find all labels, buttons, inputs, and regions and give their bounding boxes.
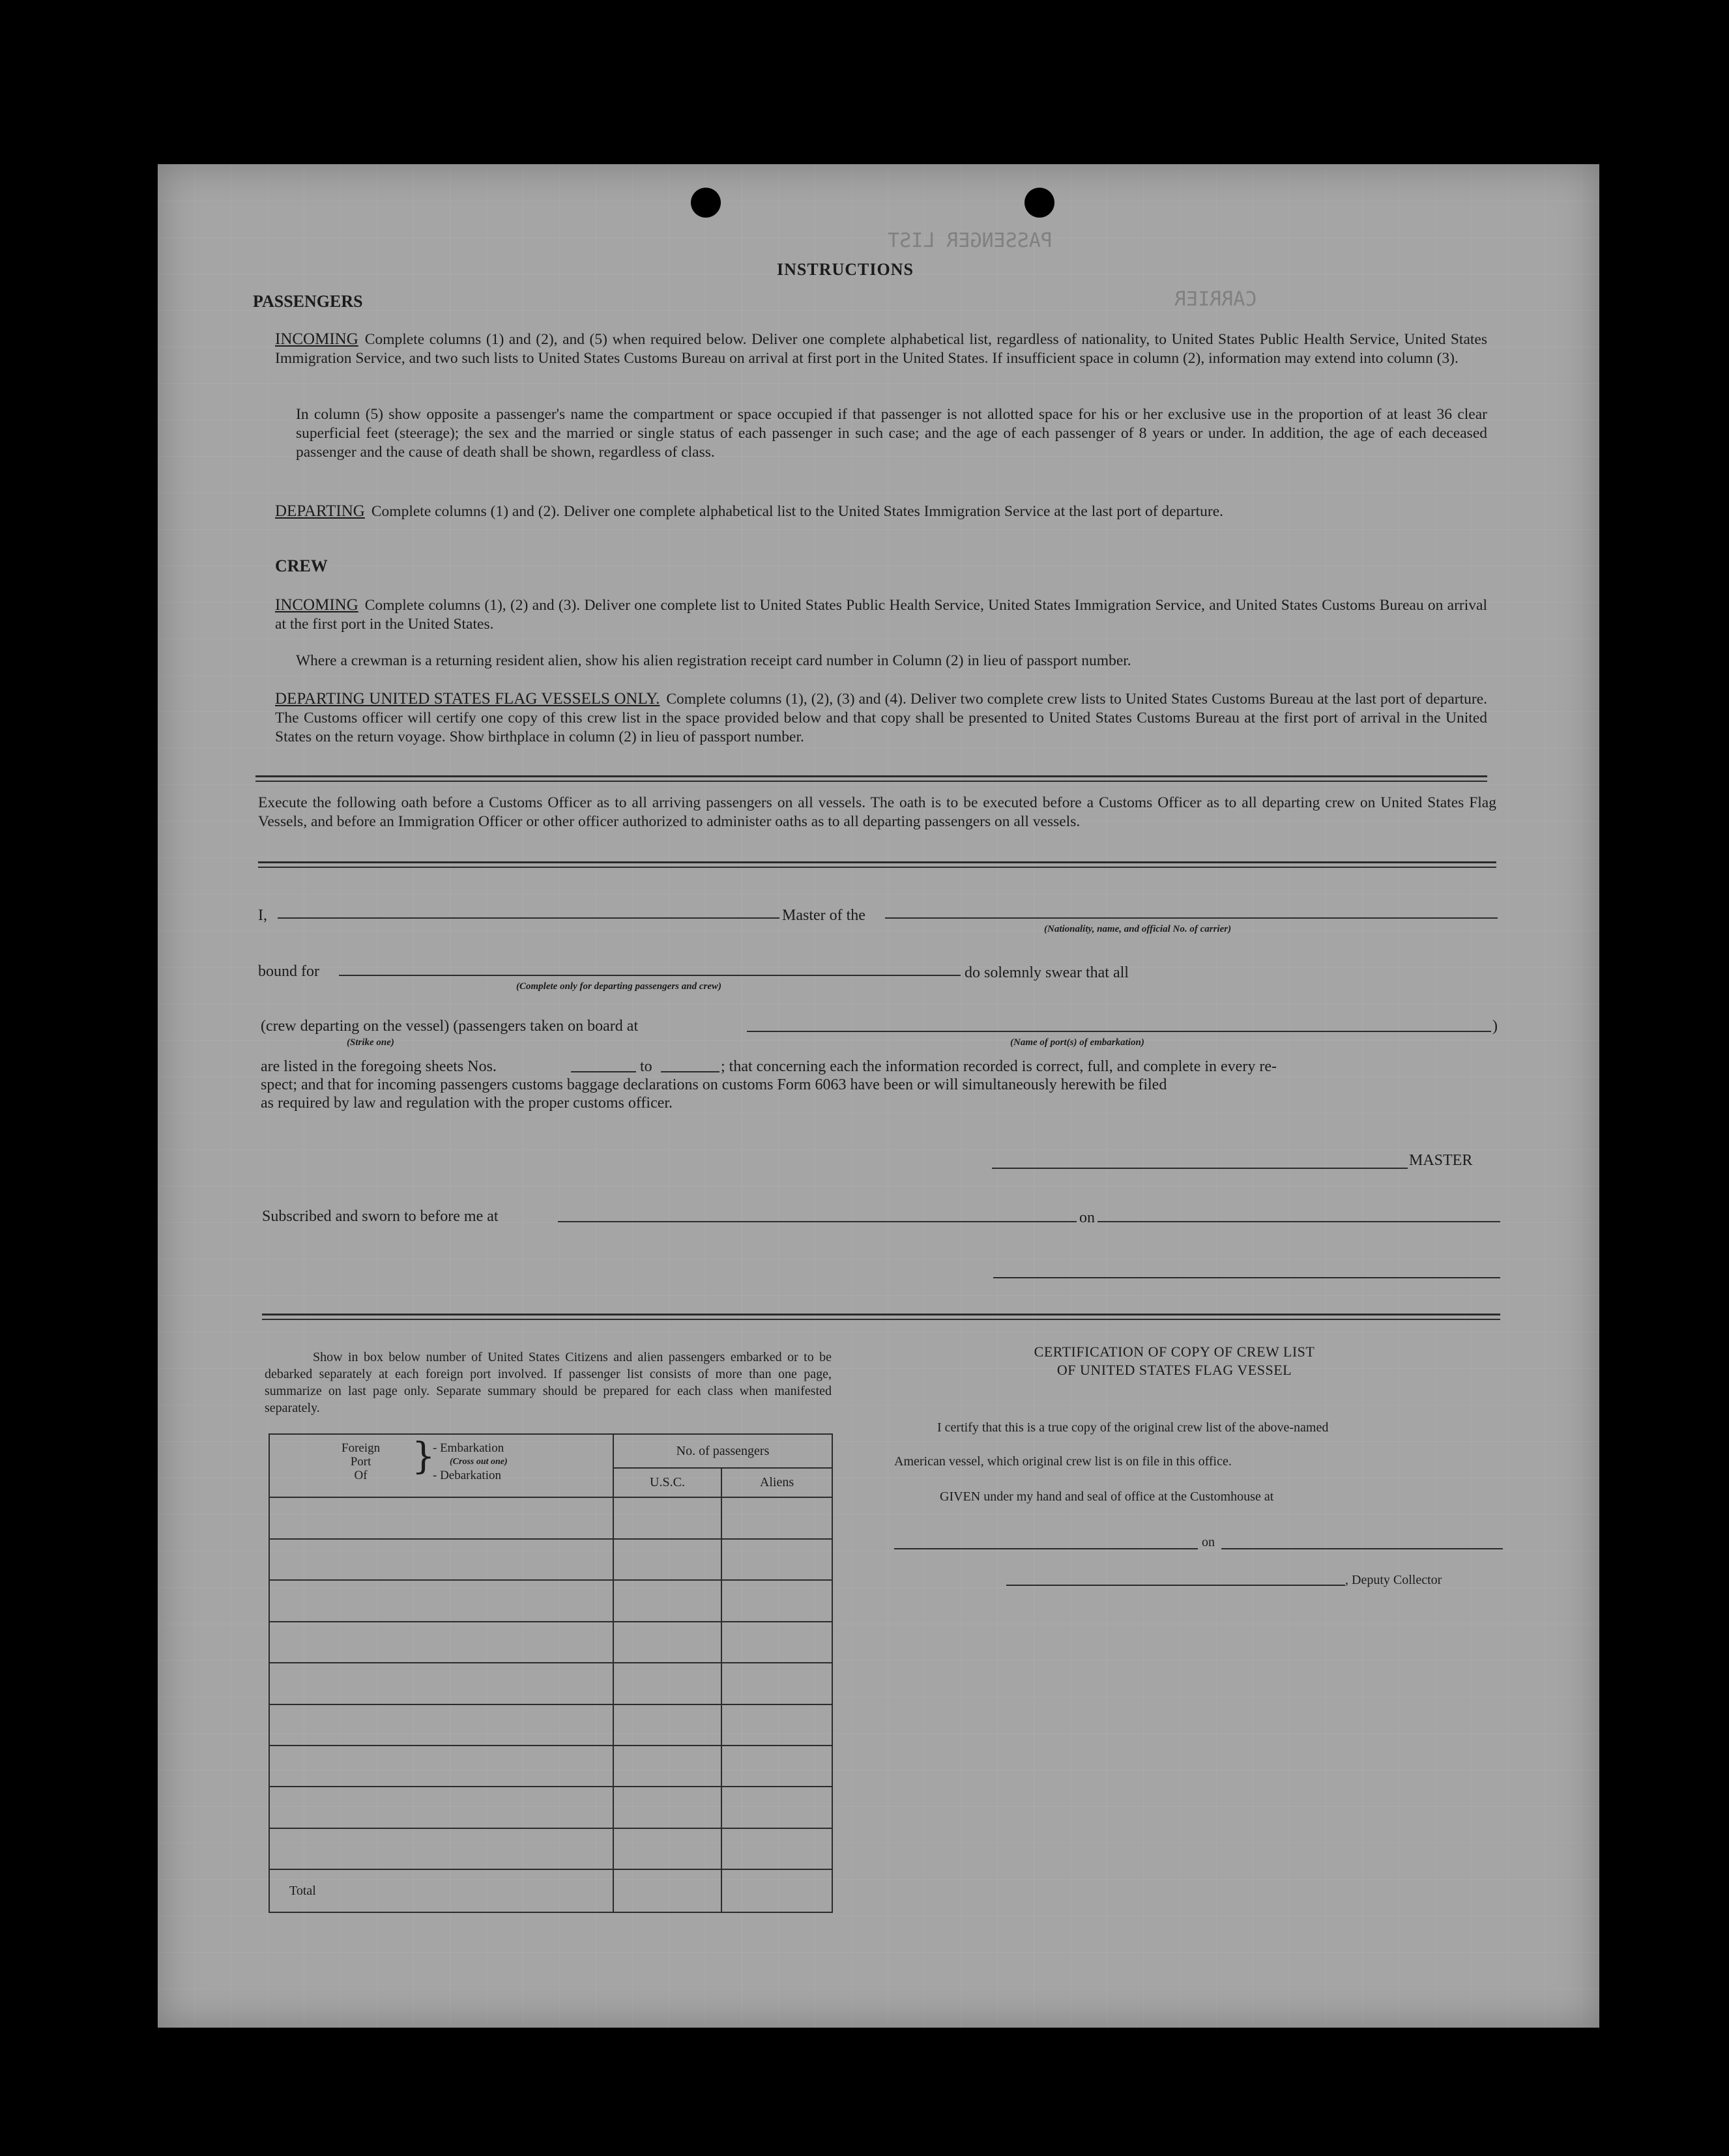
oath-line-3: as required by law and regulation with the proper customs officer. xyxy=(261,1095,673,1112)
solemnly-swear-label: do solemnly swear that all xyxy=(965,964,1129,981)
master-label: MASTER xyxy=(1409,1152,1473,1169)
aliens-header: Aliens xyxy=(721,1468,832,1497)
bound-for-note: (Complete only for departing passengers and crew) xyxy=(516,981,721,992)
oath-instructions-paragraph: Execute the following oath before a Customs Officer as to all arriving passengers on all vessels. The oath is to be executed before a Customs Officer as to all departing crew on United States Flag Vessels, and before an Immigration Officer or other officer authorized to administer oaths as to all departing passengers on all vessels. xyxy=(258,794,1496,830)
instructions-title: INSTRUCTIONS xyxy=(777,260,914,279)
oath-line-2: spect; and that for incoming passengers customs baggage declarations on customs Form 6063 have been or will simultaneously herewith be filed xyxy=(261,1076,1167,1093)
foreign-port-header: Foreign Port Of } - Embarkation (Cross out one) - Debarkation xyxy=(269,1434,613,1497)
punch-hole-left xyxy=(691,188,721,218)
bound-for-field[interactable] xyxy=(339,975,961,976)
subscribed-place-field[interactable] xyxy=(558,1221,1077,1222)
bleed-through-text: CARRIER xyxy=(1174,288,1257,311)
table-row xyxy=(269,1787,832,1828)
passenger-summary-table xyxy=(269,1433,833,1913)
listed-rest-text: ; that concerning each the information recorded is correct, full, and complete in every re- xyxy=(721,1058,1277,1075)
table-row xyxy=(269,1704,832,1746)
master-of-label: Master of the xyxy=(782,907,865,924)
on-label: on xyxy=(1079,1209,1095,1226)
deputy-collector-label: , Deputy Collector xyxy=(1345,1573,1442,1587)
usc-header: U.S.C. xyxy=(613,1468,721,1497)
table-row xyxy=(269,1497,832,1538)
crew-departing-label: (crew departing on the vessel) (passengers taken on board at xyxy=(261,1018,639,1035)
certification-date-field[interactable] xyxy=(1221,1548,1503,1549)
summary-instructions: Show in box below number of United States Citizens and alien passengers embarked or to be debarked separately at each foreign port involved. If passenger list consists of more than one page, summarize on last page only. Separate summary should be prepared for each class when manifested separately. xyxy=(265,1350,832,1415)
departing-flag-paragraph: DEPARTING UNITED STATES FLAG VESSELS ONLY. Complete columns (1), (2), (3) and (4). Deliver two complete crew lists to United States Customs Bureau at the last port of departure. The Customs officer will certify one copy of this crew list in the space provided below and that copy shall be presented to United States Customs Bureau at the first port of arrival in the United States on the return voyage. Show birthplace in column (2) in lieu of passport number. xyxy=(275,690,1487,745)
divider xyxy=(258,861,1496,868)
certification-line-2: American vessel, which original crew list is on file in this office. xyxy=(894,1454,1232,1469)
document-sheet xyxy=(158,164,1599,2028)
embarkation-ports-note: (Name of port(s) of embarkation) xyxy=(1010,1037,1144,1048)
certification-title-1: CERTIFICATION OF COPY OF CREW LIST xyxy=(1034,1344,1315,1360)
departing-label: DEPARTING xyxy=(275,502,365,520)
divider xyxy=(262,1314,1500,1320)
strike-one-note: (Strike one) xyxy=(347,1037,394,1048)
oath-i-label: I, xyxy=(258,907,267,924)
deputy-collector-signature-field[interactable] xyxy=(1006,1585,1345,1586)
officer-signature-field[interactable] xyxy=(993,1277,1500,1278)
punch-hole-right xyxy=(1024,188,1054,218)
to-label: to xyxy=(640,1058,652,1075)
crew-incoming-label: INCOMING xyxy=(275,596,358,614)
master-signature-field[interactable] xyxy=(992,1168,1408,1169)
table-row xyxy=(269,1580,832,1621)
certification-line-1: I certify that this is a true copy of the original crew list of the above-named xyxy=(937,1420,1329,1435)
carrier-field-note: (Nationality, name, and official No. of carrier) xyxy=(1044,924,1232,934)
passengers-departing-paragraph: DEPARTING Complete columns (1) and (2). Deliver one complete alphabetical list to the United States Immigration Service at the last port of departure. xyxy=(275,502,1223,520)
master-name-field[interactable] xyxy=(278,917,779,919)
embarkation-ports-field[interactable] xyxy=(747,1031,1491,1032)
brace-glyph: } xyxy=(412,1435,435,1478)
table-row xyxy=(269,1539,832,1580)
column5-paragraph: In column (5) show opposite a passenger's name the compartment or space occupied if that passenger is not allotted space for his or her exclusive use in the proportion of at least 36 clear superficial feet (steerage); the sex and the married or single status of each passenger in such case; and the age of each passenger of 8 years or under. In addition, the age of each deceased passenger and the cause of death shall be shown, regardless of class. xyxy=(296,406,1487,461)
no-of-passengers-header: No. of passengers xyxy=(613,1434,832,1468)
divider xyxy=(255,775,1487,782)
sheet-to-field[interactable] xyxy=(661,1071,719,1072)
certification-title-2: OF UNITED STATES FLAG VESSEL xyxy=(1056,1362,1292,1378)
table-row xyxy=(269,1828,832,1869)
listed-sheets-label: are listed in the foregoing sheets Nos. xyxy=(261,1058,497,1075)
incoming-label: INCOMING xyxy=(275,330,358,348)
certification-given: GIVEN under my hand and seal of office at the Customhouse at xyxy=(940,1489,1274,1504)
certification-on-label: on xyxy=(1202,1535,1215,1549)
passengers-heading: PASSENGERS xyxy=(253,292,363,311)
sheet-from-field[interactable] xyxy=(571,1071,636,1072)
bleed-through-text: PASSENGER LIST xyxy=(888,229,1053,252)
carrier-field[interactable] xyxy=(885,917,1498,919)
bound-for-label: bound for xyxy=(258,963,319,980)
departing-flag-label: DEPARTING UNITED STATES FLAG VESSELS ONLY. xyxy=(275,690,660,708)
table-row xyxy=(269,1622,832,1663)
crewman-paragraph: Where a crewman is a returning resident alien, show his alien registration receipt card number in Column (2) in lieu of passport number. xyxy=(296,652,1131,669)
table-row xyxy=(269,1663,832,1704)
subscribed-date-field[interactable] xyxy=(1097,1221,1500,1222)
subscribed-label: Subscribed and sworn to before me at xyxy=(262,1208,499,1225)
crew-incoming-paragraph: INCOMING Complete columns (1), (2) and (3). Deliver one complete list to United States Public Health Service, United States Immigration Service, and United States Customs Bureau on arrival at the first port in the United States. xyxy=(275,596,1487,633)
total-label: Total xyxy=(269,1869,613,1912)
crew-heading: CREW xyxy=(275,556,328,575)
customhouse-field[interactable] xyxy=(894,1548,1198,1549)
passengers-incoming-paragraph: INCOMING Complete columns (1) and (2), and (5) when required below. Deliver one complete alphabetical list, regardless of nationality, to United States Public Health Service, United States Immigration Service, and two such lists to United States Customs Bureau on arrival at first port in the United States. If insufficient space in column (2), information may extend into column (3). xyxy=(275,330,1487,367)
total-row xyxy=(269,1869,832,1912)
close-paren: ) xyxy=(1492,1018,1498,1035)
table-row xyxy=(269,1746,832,1787)
